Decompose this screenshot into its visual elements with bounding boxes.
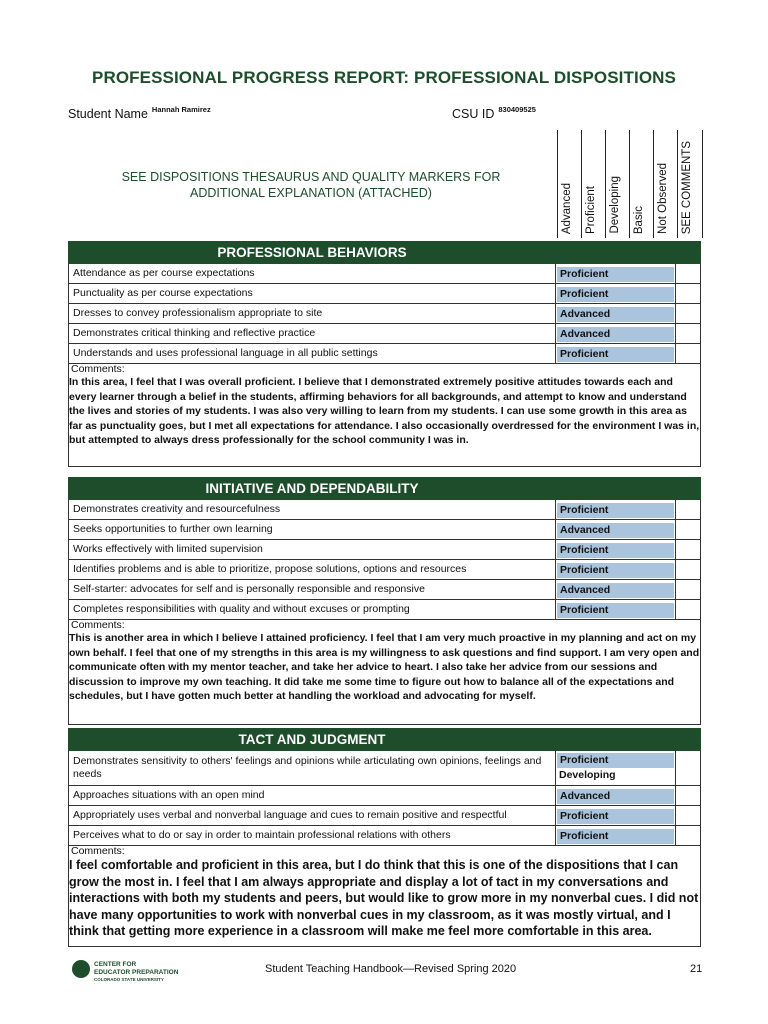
rating-value: Advanced — [557, 789, 674, 804]
criterion: Approaches situations with an open mind — [69, 786, 556, 806]
rating-header-not-observed: Not Observed — [653, 130, 678, 238]
page-title: PROFESSIONAL PROGRESS REPORT: PROFESSIONAL DISPOSITIONS — [92, 68, 676, 87]
criterion: Identifies problems and is able to prioritize, propose solutions, options and resources — [69, 560, 556, 580]
criterion: Completes responsibilities with quality and without excuses or prompting — [69, 600, 556, 620]
table-row — [69, 600, 701, 620]
table-row — [69, 324, 701, 344]
table-row — [69, 560, 701, 580]
section-initiative-and-dependability — [68, 477, 701, 725]
rating-value: Proficient — [557, 563, 674, 578]
comments-label: Comments: — [71, 845, 125, 857]
table-row — [69, 751, 701, 786]
csu-id-label: CSU ID — [452, 107, 495, 121]
rating-value: Proficient — [557, 809, 674, 824]
table-row — [69, 264, 701, 284]
section-professional-behaviors — [68, 241, 701, 467]
student-name-field — [68, 107, 211, 121]
csu-id-value: 830409525 — [498, 105, 536, 114]
comments-text: I feel comfortable and proficient in this area, but I do think that this is one of the dispositions that I can grow the most in. I feel that I am always appropriate and display a lot of tact in my conversations and interactions with both my students and peers, but would like to grow more in my nonverbal cues. I did not have many opportunities to work with nonverbal cues in my classroom, as it was mostly virtual, and I think that getting more experience in a classroom will make me feel more comfortable in this area. — [69, 858, 699, 938]
criterion: Appropriately uses verbal and nonverbal language and cues to remain positive and respectful — [69, 806, 556, 826]
criterion: Works effectively with limited supervision — [69, 540, 556, 560]
criterion: Demonstrates creativity and resourcefulness — [69, 500, 556, 520]
page-number: 21 — [690, 963, 703, 975]
table-row — [69, 520, 701, 540]
table-row — [69, 786, 701, 806]
csu-id-field — [452, 107, 536, 121]
section-heading: TACT AND JUDGMENT — [69, 729, 556, 751]
rating-header-proficient: Proficient — [581, 130, 606, 238]
rating-header-developing: Developing — [605, 130, 630, 238]
criterion: Seeks opportunities to further own learning — [69, 520, 556, 540]
rating-value: Proficient — [557, 267, 674, 282]
rating-value: Advanced — [557, 307, 674, 322]
comments-label: Comments: — [71, 363, 125, 375]
rating-value: Advanced — [557, 583, 674, 598]
rating-value-secondary: Developing — [559, 769, 616, 781]
comments-text: In this area, I feel that I was overall proficient. I believe that I demonstrated extremely positive attitudes towards each and every learner through a belief in the students, affirming behaviors for all backgrounds, and attempt to know and understand the lives and stories of my students. I was also very willing to learn from my students. I can use some growth in this area as far as punctuality goes, but I met all expectations for attendance. I also occasionally overdressed for the environment I was in, but attempted to always dress professionally for the school community I was in. — [69, 376, 700, 446]
section-heading: PROFESSIONAL BEHAVIORS — [69, 242, 556, 264]
rating-value: Proficient — [557, 287, 674, 302]
table-row — [69, 580, 701, 600]
logo-wordmark: CENTER FOR EDUCATOR PREPARATION COLORADO STATE UNIVERSITY — [94, 961, 179, 982]
section-tact-and-judgment — [68, 728, 701, 947]
criterion: Self-starter: advocates for self and is personally responsible and responsive — [69, 580, 556, 600]
section-heading: INITIATIVE AND DEPENDABILITY — [69, 478, 556, 500]
table-row — [69, 806, 701, 826]
footer-handbook: Student Teaching Handbook—Revised Spring 2020 — [265, 963, 517, 975]
table-row — [69, 826, 701, 846]
rating-value: Advanced — [557, 523, 674, 538]
comments-text: This is another area in which I believe I attained proficiency. I feel that I am very much proactive in my planning and act on my own behalf. I feel that one of my strengths in this area is my willingness to ask questions and find support. I am very open and communicate often with my mentor teacher, and take her advice to heart. I also take her advice from our sessions and discussion to improve my own teaching. It did take me some time to figure out how to balance all of the expectations and schedules, but I have gotten much better at handling the workload and advocating for myself. — [69, 632, 700, 702]
table-row — [69, 540, 701, 560]
table-row — [69, 304, 701, 324]
table-row — [69, 500, 701, 520]
csu-logo-icon — [72, 960, 90, 978]
rating-value: Proficient — [557, 829, 674, 844]
student-name-value: Hannah Ramirez — [151, 105, 211, 114]
rating-header-see-comments: SEE COMMENTS — [677, 130, 703, 238]
criterion: Punctuality as per course expectations — [69, 284, 556, 304]
rating-column-headers — [557, 130, 701, 240]
criterion: Understands and uses professional language in all public settings — [69, 344, 556, 364]
rating-header-advanced: Advanced — [557, 130, 582, 238]
rating-value: Advanced — [557, 327, 674, 342]
comments-label: Comments: — [71, 619, 125, 631]
table-row — [69, 284, 701, 304]
criterion: Perceives what to do or say in order to maintain professional relations with others — [69, 826, 556, 846]
criterion: Demonstrates critical thinking and reflective practice — [69, 324, 556, 344]
see-dispositions-note: SEE DISPOSITIONS THESAURUS AND QUALITY MARKERS FOR ADDITIONAL EXPLANATION (ATTACHED) — [121, 170, 501, 200]
rating-value: Proficient — [557, 543, 674, 558]
rating-value: Proficient — [557, 753, 674, 768]
table-row — [69, 344, 701, 364]
criterion: Dresses to convey professionalism appropriate to site — [69, 304, 556, 324]
rating-value: Proficient — [557, 503, 674, 518]
criterion: Demonstrates sensitivity to others' feelings and opinions while articulating own opinions, feelings and needs — [69, 751, 556, 786]
criterion: Attendance as per course expectations — [69, 264, 556, 284]
student-name-label: Student Name — [68, 107, 148, 121]
rating-value: Proficient — [557, 603, 674, 618]
rating-value: Proficient — [557, 347, 674, 362]
rating-header-basic: Basic — [629, 130, 654, 238]
